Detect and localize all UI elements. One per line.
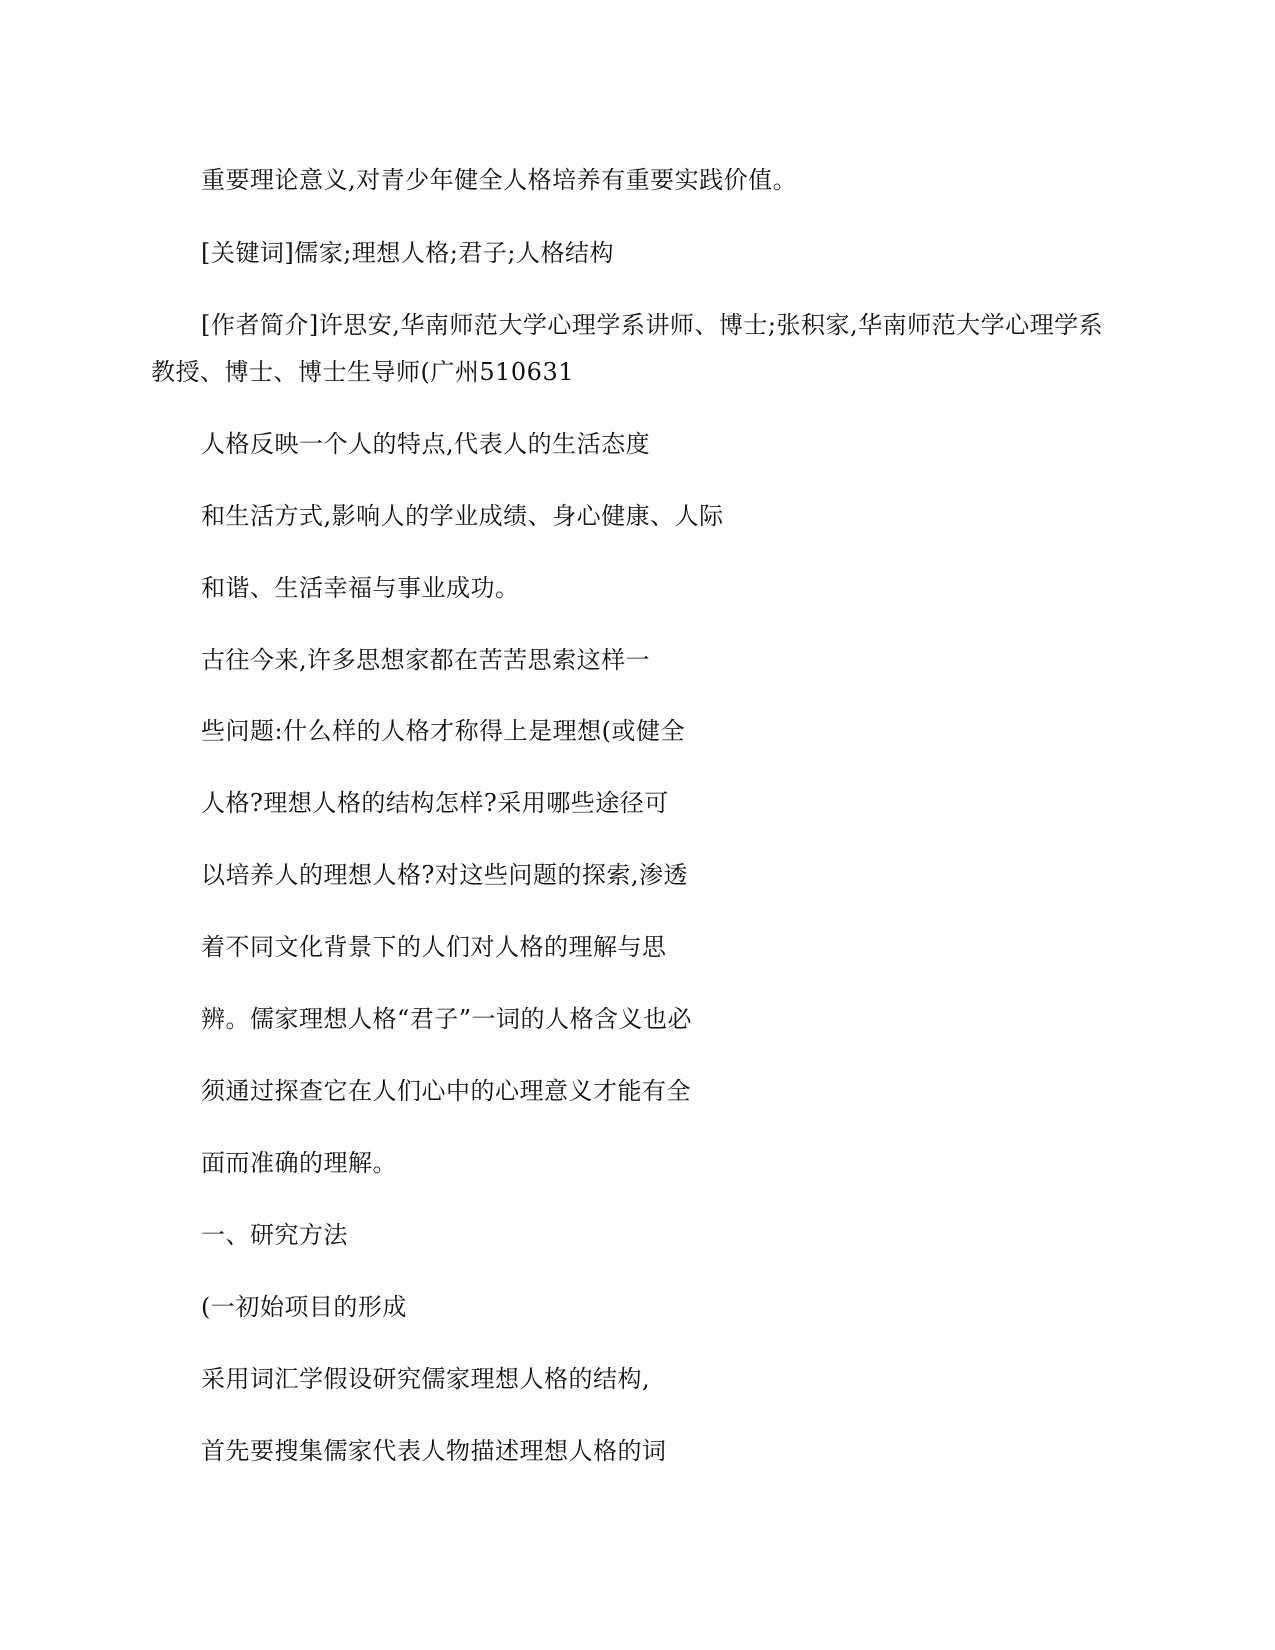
keywords-line: [关键词]儒家;理想人格;君子;人格结构 [201, 239, 614, 267]
subsection-heading: (一初始项目的形成 [201, 1293, 407, 1321]
body-paragraph-line: 采用词汇学假设研究儒家理想人格的结构, [201, 1365, 651, 1393]
body-paragraph-line: 人格反映一个人的特点,代表人的生活态度 [201, 430, 651, 458]
author-bio-continuation: 教授、博士、博士生导师(广州510631 [151, 358, 574, 386]
body-paragraph-line: 辨。儒家理想人格“君子”一词的人格含义也必 [201, 1005, 693, 1033]
body-paragraph-line: 古往今来,许多思想家都在苦苦思索这样一 [201, 646, 651, 674]
body-paragraph-line: 须通过探查它在人们心中的心理意义才能有全 [201, 1077, 691, 1105]
body-paragraph-line: 些问题:什么样的人格才称得上是理想(或健全 [201, 717, 685, 745]
body-paragraph-line: 着不同文化背景下的人们对人格的理解与思 [201, 933, 667, 961]
abstract-ending-line: 重要理论意义,对青少年健全人格培养有重要实践价值。 [201, 166, 798, 194]
body-paragraph-line: 以培养人的理想人格?对这些问题的探索,渗透 [201, 861, 688, 889]
body-paragraph-line: 和生活方式,影响人的学业成绩、身心健康、人际 [201, 502, 724, 530]
body-paragraph-line: 首先要搜集儒家代表人物描述理想人格的词 [201, 1437, 667, 1465]
body-paragraph-line: 面而准确的理解。 [201, 1149, 397, 1177]
section-heading: 一、研究方法 [201, 1221, 348, 1249]
body-paragraph-line: 人格?理想人格的结构怎样?采用哪些途径可 [201, 789, 669, 817]
body-paragraph-line: 和谐、生活幸福与事业成功。 [201, 574, 520, 602]
author-bio-line: [作者简介]许思安,华南师范大学心理学系讲师、博士;张积家,华南师范大学心理学系 [201, 311, 1104, 339]
